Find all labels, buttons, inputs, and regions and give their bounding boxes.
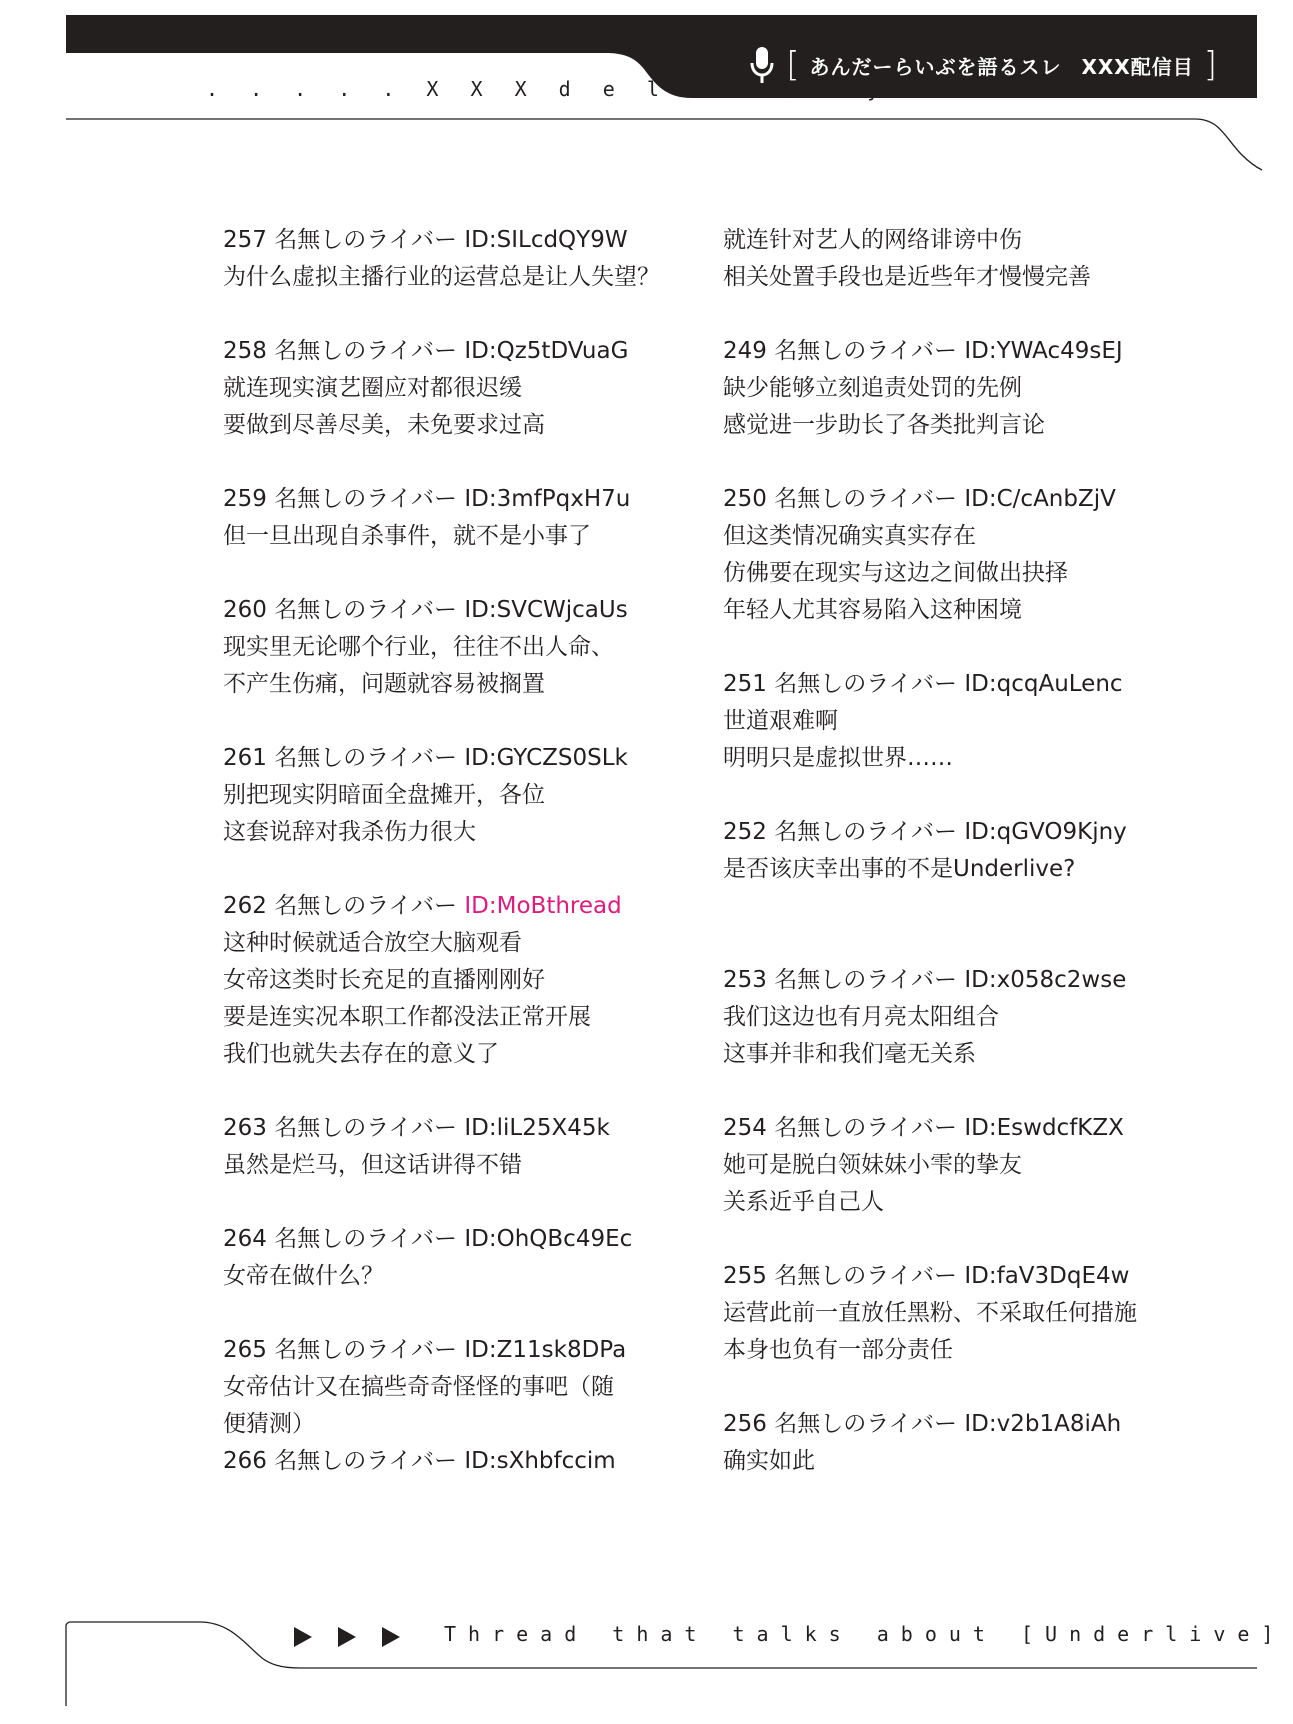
post-id: ID:SVCWjcaUs xyxy=(464,597,628,623)
post-number-name: 256 名無しのライバー xyxy=(723,1411,965,1437)
post-body-line: 明明只是虚拟世界…… xyxy=(723,745,953,771)
post-body-line: 就连针对艺人的网络诽谤中伤 xyxy=(723,227,1022,253)
post-id: ID:YWAc49sEJ xyxy=(964,338,1123,364)
post-id: ID:EswdcfKZX xyxy=(964,1115,1124,1141)
post-body-line: 她可是脱白领妹妹小雫的挚友 xyxy=(723,1152,1022,1178)
post-number-name: 264 名無しのライバー xyxy=(223,1226,465,1252)
post-header xyxy=(723,666,1193,703)
post-header xyxy=(223,1110,693,1147)
right-column xyxy=(723,222,1193,1517)
thread-post xyxy=(723,222,1193,296)
post-id: ID:v2b1A8iAh xyxy=(964,1411,1122,1437)
thread-post xyxy=(723,1406,1193,1480)
post-id: ID:MoBthread xyxy=(464,893,622,919)
thread-post xyxy=(723,814,1193,888)
thread-title-main: あんだーらいぶを語るスレ xyxy=(809,54,1062,79)
bracket-open: [ xyxy=(786,45,800,85)
play-arrow-icon xyxy=(290,1624,316,1650)
post-body-line: 但这类情况确实真实存在 xyxy=(723,523,976,549)
post-number-name: 262 名無しのライバー xyxy=(223,893,465,919)
post-body-line: 年轻人尤其容易陷入这种困境 xyxy=(723,597,1022,623)
post-id: ID:C/cAnbZjV xyxy=(964,486,1116,512)
post-id: ID:Qz5tDVuaG xyxy=(464,338,629,364)
post-body-line: 关系近乎自己人 xyxy=(723,1189,884,1215)
post-number-name: 250 名無しのライバー xyxy=(723,486,965,512)
post-id: ID:Z11sk8DPa xyxy=(464,1337,627,1363)
post-body-line: 缺少能够立刻追责处罚的先例 xyxy=(723,375,1022,401)
post-body-line: 虽然是烂马，但这话讲得不错 xyxy=(223,1152,522,1178)
spacer xyxy=(723,925,1193,962)
post-body-line: 别把现实阴暗面全盘摊开，各位 xyxy=(223,782,545,808)
post-number-name: 258 名無しのライバー xyxy=(223,338,465,364)
post-body-line: 要做到尽善尽美，未免要求过高 xyxy=(223,412,545,438)
post-id: ID:qcqAuLenc xyxy=(964,671,1123,697)
post-number-name: 263 名無しのライバー xyxy=(223,1115,465,1141)
thread-post xyxy=(223,1443,693,1480)
post-id: ID:faV3DqE4w xyxy=(964,1263,1130,1289)
thread-post xyxy=(223,481,693,555)
post-id: ID:qGVO9Kjny xyxy=(964,819,1127,845)
post-body-line: 便猜测） xyxy=(223,1411,315,1437)
post-body-line: 这事并非和我们毫无关系 xyxy=(723,1041,976,1067)
post-header xyxy=(723,1406,1193,1443)
post-body-line: 确实如此 xyxy=(723,1448,815,1474)
post-number-name: 260 名無しのライバー xyxy=(223,597,465,623)
post-body-line: 感觉进一步助长了各类批判言论 xyxy=(723,412,1045,438)
post-id: ID:3mfPqxH7u xyxy=(464,486,631,512)
post-body-line: 这套说辞对我杀伤力很大 xyxy=(223,819,476,845)
post-header xyxy=(223,1221,693,1258)
post-header xyxy=(223,888,693,925)
footer-rule xyxy=(0,1600,1293,1724)
post-id: ID:x058c2wse xyxy=(964,967,1127,993)
post-header xyxy=(223,1443,693,1480)
post-body-line: 女帝估计又在搞些奇奇怪怪的事吧（随 xyxy=(223,1374,614,1400)
thread-post xyxy=(723,481,1193,629)
post-id: ID:OhQBc49Ec xyxy=(464,1226,633,1252)
play-arrow-icon xyxy=(334,1624,360,1650)
footer-arrows xyxy=(290,1624,404,1650)
post-number-name: 257 名無しのライバー xyxy=(223,227,465,253)
post-body-line: 仿佛要在现实与这边之间做出抉择 xyxy=(723,560,1068,586)
post-body-line: 本身也负有一部分责任 xyxy=(723,1337,953,1363)
thread-post xyxy=(223,592,693,703)
thread-post xyxy=(223,740,693,851)
thread-post xyxy=(223,1110,693,1184)
post-number-name: 254 名無しのライバー xyxy=(723,1115,965,1141)
footer-thread-caption: Thread that talks about [Underlive] xyxy=(444,1622,1286,1646)
post-header xyxy=(723,1110,1193,1147)
header-rule xyxy=(0,0,1293,200)
post-header xyxy=(723,481,1193,518)
post-body-line: 要是连实况本职工作都没法正常开展 xyxy=(223,1004,591,1030)
post-number-name: 259 名無しのライバー xyxy=(223,486,465,512)
post-number-name: 261 名無しのライバー xyxy=(223,745,465,771)
post-number-name: 266 名無しのライバー xyxy=(223,1448,465,1474)
post-body-line: 相关处置手段也是近些年才慢慢完善 xyxy=(723,264,1091,290)
post-id: ID:sXhbfccim xyxy=(464,1448,616,1474)
thread-post xyxy=(223,1332,693,1443)
post-body-line: 是否该庆幸出事的不是Underlive? xyxy=(723,856,1076,882)
thread-post xyxy=(723,1110,1193,1221)
thread-post xyxy=(723,333,1193,444)
post-header xyxy=(223,222,693,259)
thread-post xyxy=(723,666,1193,777)
post-number-name: 252 名無しのライバー xyxy=(723,819,965,845)
post-body-line: 这种时候就适合放空大脑观看 xyxy=(223,930,522,956)
post-body-line: 为什么虚拟主播行业的运营总是让人失望？ xyxy=(223,264,660,290)
thread-post xyxy=(223,888,693,1073)
post-header xyxy=(723,333,1193,370)
post-body-line: 我们也就失去存在的意义了 xyxy=(223,1041,499,1067)
post-number-name: 251 名無しのライバー xyxy=(723,671,965,697)
post-header xyxy=(223,1332,693,1369)
post-header xyxy=(223,333,693,370)
post-body-line: 运营此前一直放任黑粉、不采取任何措施 xyxy=(723,1300,1137,1326)
post-header xyxy=(723,1258,1193,1295)
post-header xyxy=(223,740,693,777)
post-number-name: 253 名無しのライバー xyxy=(723,967,965,993)
post-number-name: 255 名無しのライバー xyxy=(723,1263,965,1289)
post-header xyxy=(223,481,693,518)
post-body-line: 世道艰难啊 xyxy=(723,708,838,734)
thread-title-sub: XXX配信目 xyxy=(1081,54,1194,79)
footer xyxy=(0,1600,1293,1724)
post-id: ID:SILcdQY9W xyxy=(464,227,628,253)
post-body-line: 就连现实演艺圈应对都很迟缓 xyxy=(223,375,522,401)
play-arrow-icon xyxy=(378,1624,404,1650)
header-delivery-label: . . . . . X X X d e l i v e r y xyxy=(206,77,890,101)
post-body-line: 不产生伤痛，问题就容易被搁置 xyxy=(223,671,545,697)
left-column xyxy=(223,222,693,1517)
post-body-line: 现实里无论哪个行业，往往不出人命、 xyxy=(223,634,614,660)
thread-post xyxy=(723,1258,1193,1369)
post-id: ID:liL25X45k xyxy=(464,1115,610,1141)
post-body-line: 女帝在做什么？ xyxy=(223,1263,384,1289)
thread-post xyxy=(723,962,1193,1073)
post-header xyxy=(723,962,1193,999)
post-body-line: 我们这边也有月亮太阳组合 xyxy=(723,1004,999,1030)
thread-post xyxy=(223,333,693,444)
thread-post xyxy=(223,1221,693,1295)
post-number-name: 249 名無しのライバー xyxy=(723,338,965,364)
post-body-line: 女帝这类时长充足的直播刚刚好 xyxy=(223,967,545,993)
bracket-close: ] xyxy=(1203,45,1217,85)
post-body-line: 但一旦出现自杀事件，就不是小事了 xyxy=(223,523,591,549)
thread-post xyxy=(223,222,693,296)
post-number-name: 265 名無しのライバー xyxy=(223,1337,465,1363)
post-header xyxy=(723,814,1193,851)
post-id: ID:GYCZS0SLk xyxy=(464,745,628,771)
post-header xyxy=(223,592,693,629)
